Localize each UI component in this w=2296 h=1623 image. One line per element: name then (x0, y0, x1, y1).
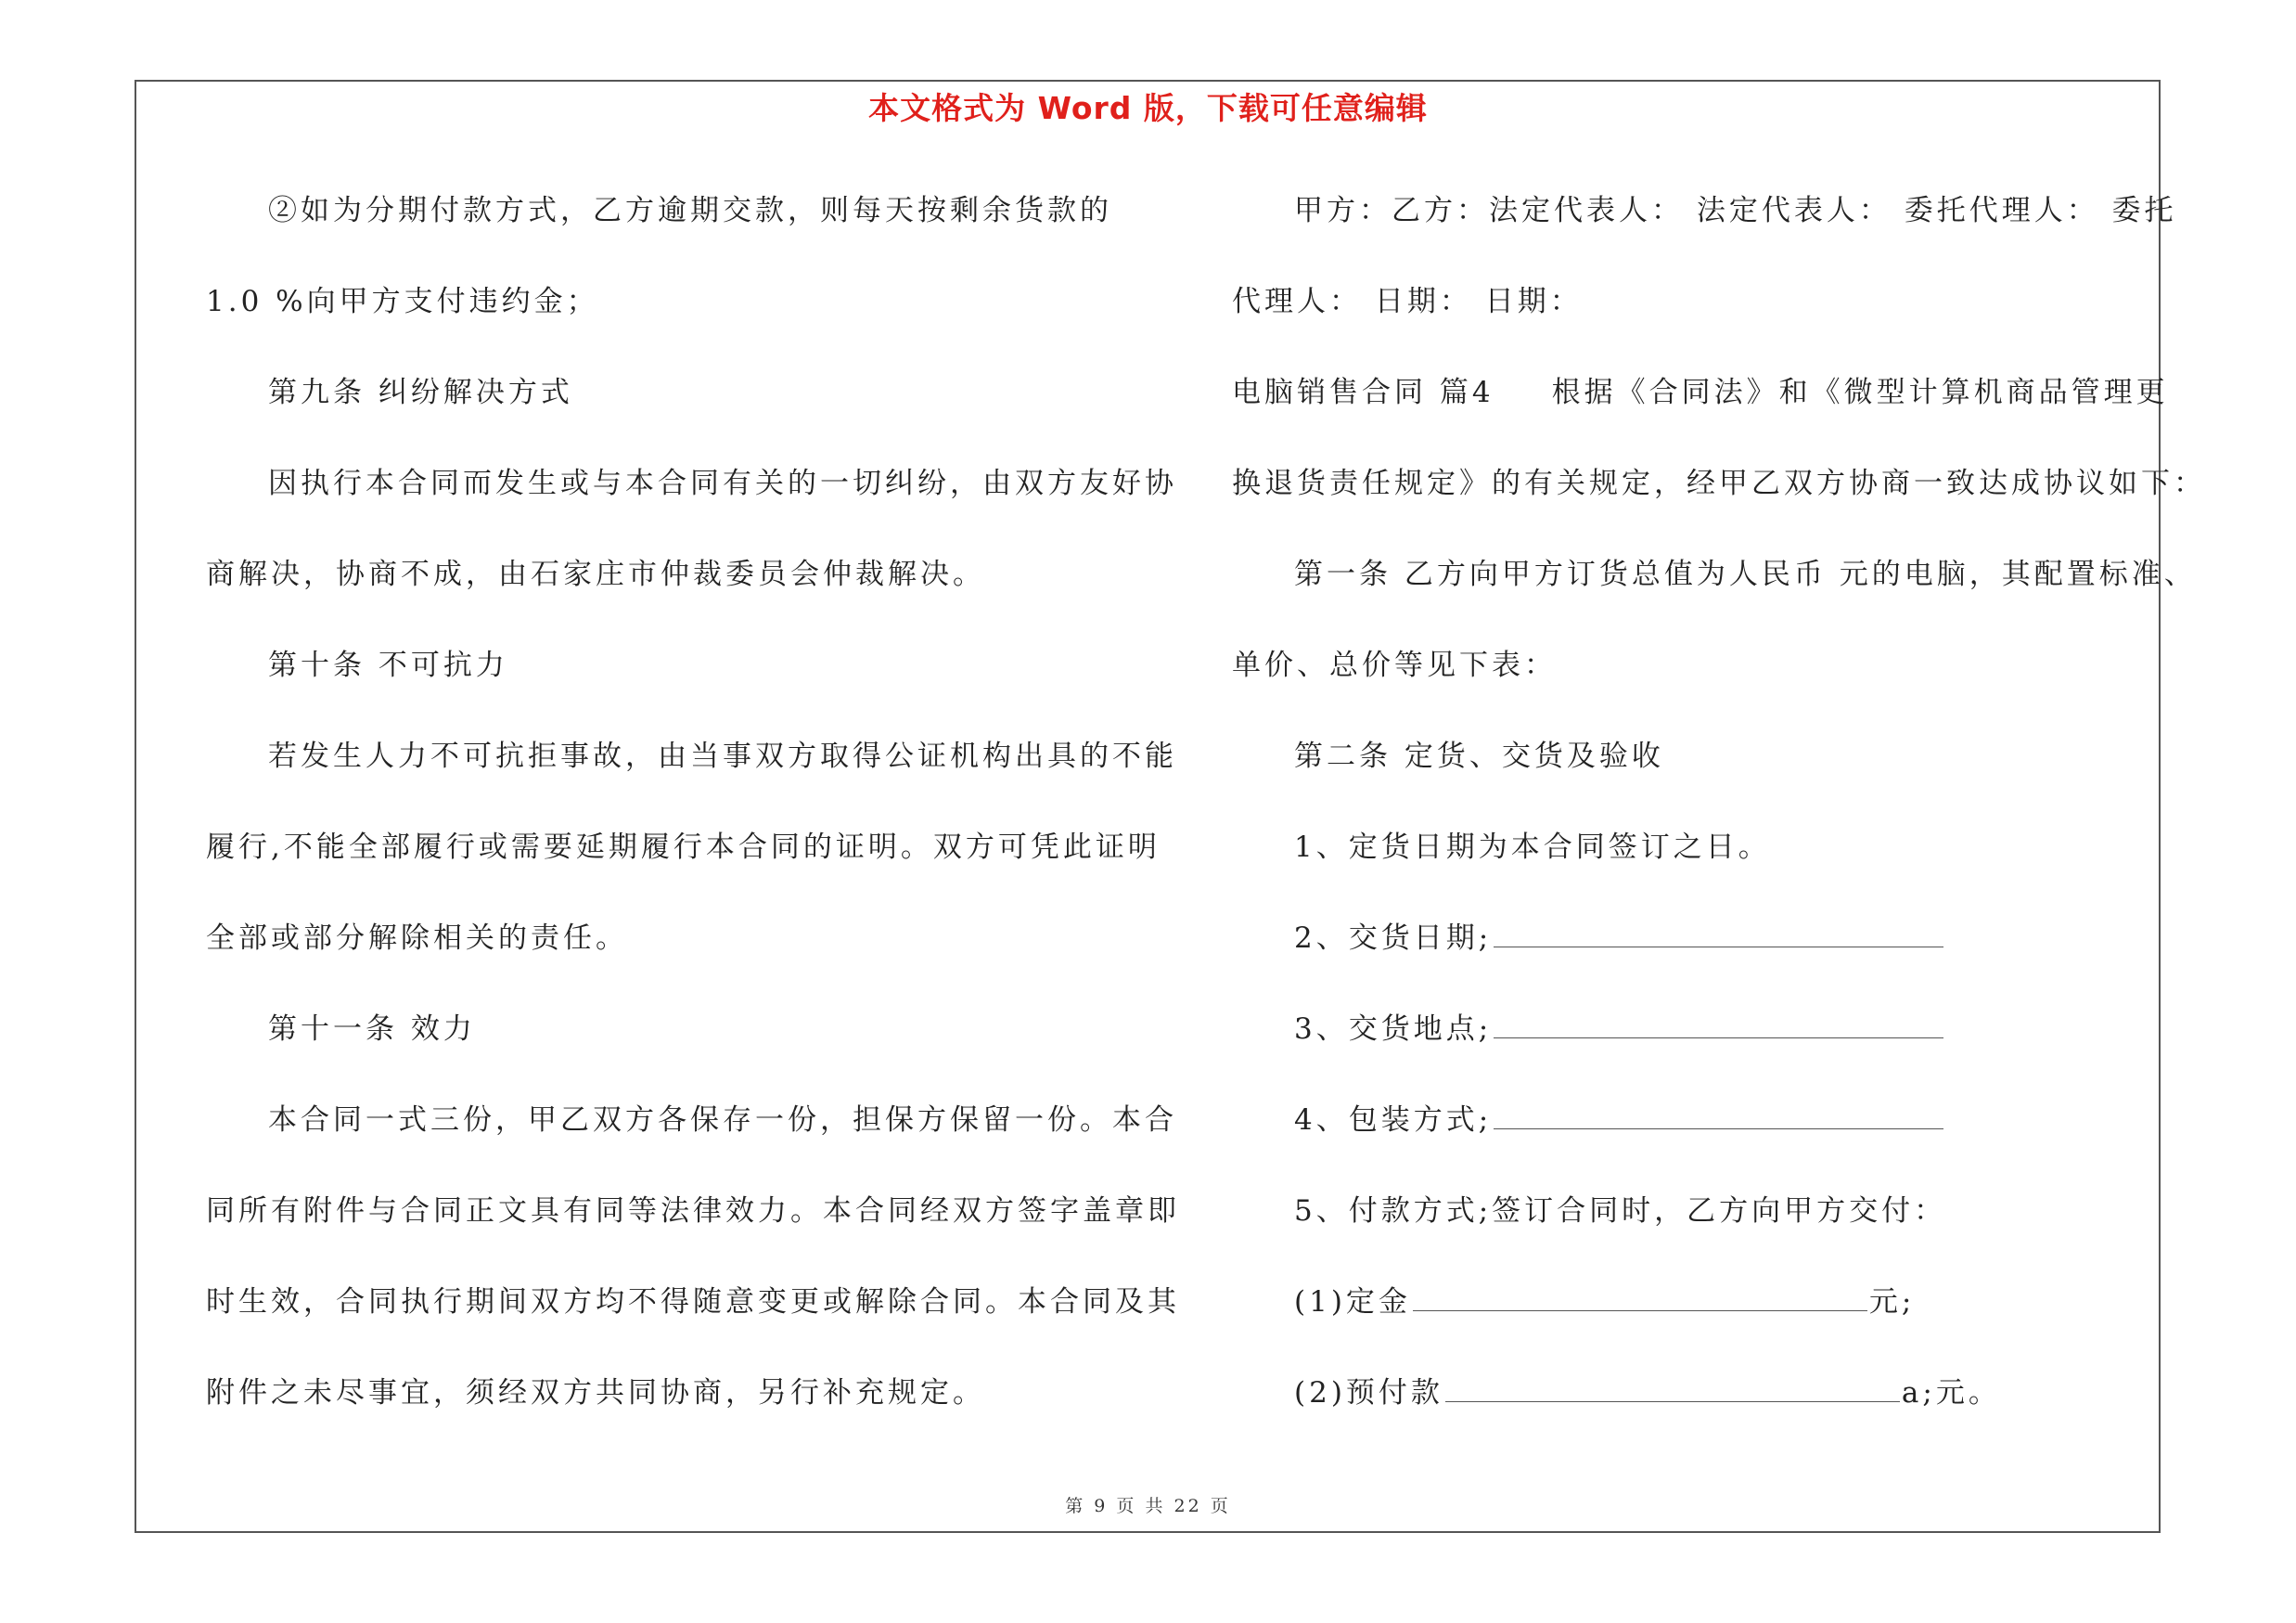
paragraph-validity-cont-2: 时生效，合同执行期间双方均不得随意变更或解除合同。本合同及其 (206, 1285, 1180, 1319)
deposit-suffix: 元; (1868, 1285, 1916, 1319)
delivery-place-label: 3、交货地点; (1294, 1012, 1493, 1046)
paragraph-force-majeure-cont-1: 履行,不能全部履行或需要延期履行本合同的证明。双方可凭此证明 (206, 831, 1161, 864)
paragraph-installment-penalty-cont: 1.0 %向甲方支付违约金； (206, 285, 599, 318)
item-prepayment (1232, 1364, 2169, 1455)
intro-text-cont: 换退货责任规定》的有关规定，经甲乙双方协商一致达成协议如下： (1232, 467, 2206, 500)
article-9-heading: 第九条 纠纷解决方式 (268, 376, 573, 409)
delivery-date-blank (1494, 921, 1943, 947)
packaging-label: 4、包装方式; (1294, 1103, 1493, 1137)
delivery-date-label: 2、交货日期; (1294, 921, 1493, 955)
deposit-label: (1)定金 (1294, 1285, 1411, 1319)
contract-intro (1232, 364, 2169, 455)
paragraph-force-majeure-cont-2: 全部或部分解除相关的责任。 (206, 921, 628, 955)
prepay-blank (1445, 1375, 1900, 1402)
item-delivery-place (1232, 1000, 2169, 1091)
left-column (206, 182, 1180, 1455)
section-heading: 电脑销售合同 篇4 (1232, 376, 1494, 409)
item-deposit (1232, 1273, 2169, 1364)
item-order-date: 1、定货日期为本合同签订之日。 (1294, 831, 1771, 864)
signature-block-cont: 代理人： 日期： 日期： (1232, 285, 1583, 318)
deposit-blank (1413, 1284, 1867, 1311)
prepay-suffix: a;元。 (1901, 1376, 2001, 1410)
article-1: 第一条 乙方向甲方订货总值为人民币 元的电脑，其配置标准、 (1294, 558, 2197, 591)
item-packaging (1232, 1091, 2169, 1182)
signature-block: 甲方：乙方：法定代表人： 法定代表人： 委托代理人： 委托 (1294, 194, 2177, 227)
paragraph-validity-cont-3: 附件之未尽事宜，须经双方共同协商，另行补充规定。 (206, 1376, 985, 1410)
page-number: 第 9 页 共 22 页 (1065, 1496, 1231, 1516)
paragraph-validity: 本合同一式三份，甲乙双方各保存一份，担保方保留一份。本合 (268, 1103, 1177, 1137)
packaging-blank (1494, 1102, 1943, 1129)
item-delivery-date (1232, 909, 2169, 1000)
paragraph-installment-penalty: ②如为分期付款方式，乙方逾期交款，则每天按剩余货款的 (268, 194, 1112, 227)
article-2-heading: 第二条 定货、交货及验收 (1294, 740, 1664, 773)
right-column (1232, 182, 2206, 1455)
item-payment-method: 5、付款方式;签订合同时，乙方向甲方交付： (1294, 1194, 1947, 1228)
format-banner: 本文格式为 Word 版，下载可任意编辑 (868, 90, 1428, 126)
article-10-heading: 第十条 不可抗力 (268, 649, 508, 682)
paragraph-dispute: 因执行本合同而发生或与本合同有关的一切纠纷，由双方友好协 (268, 467, 1177, 500)
article-1-cont: 单价、总价等见下表： (1232, 649, 1557, 682)
delivery-place-blank (1494, 1011, 1943, 1038)
paragraph-validity-cont-1: 同所有附件与合同正文具有同等法律效力。本合同经双方签字盖章即 (206, 1194, 1180, 1228)
paragraph-force-majeure: 若发生人力不可抗拒事故，由当事双方取得公证机构出具的不能 (268, 740, 1177, 773)
intro-text: 根据《合同法》和《微型计算机商品管理更 (1551, 376, 2169, 409)
prepay-label: (2)预付款 (1294, 1376, 1443, 1410)
article-11-heading: 第十一条 效力 (268, 1012, 476, 1046)
paragraph-dispute-cont: 商解决，协商不成，由石家庄市仲裁委员会仲裁解决。 (206, 558, 985, 591)
